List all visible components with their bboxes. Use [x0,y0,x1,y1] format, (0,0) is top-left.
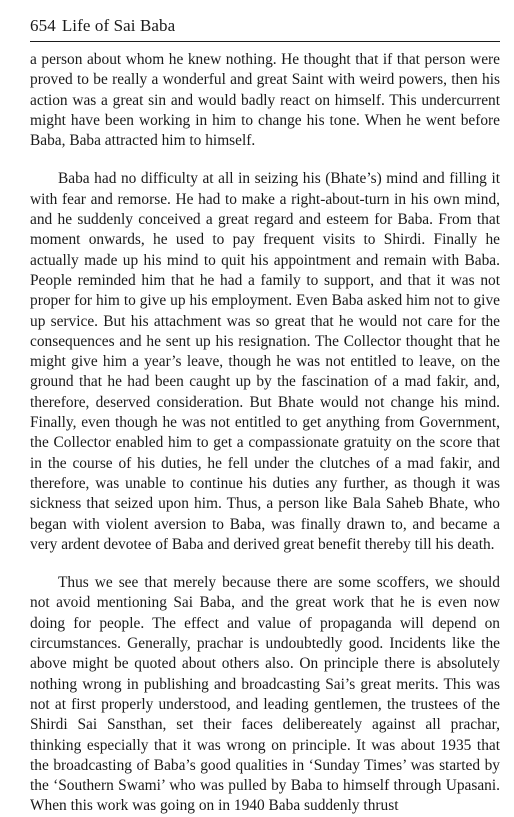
book-page [30,0,500,817]
paragraph-prachar: Thus we see that merely because there are some scoffers, we should not avoid mentioning Sai Baba, and the great work that he is even now doing for people. The effect and value of propaganda will depend on circumstances. Generally, prachar is undoubtedly good. Incidents like the above might be quoted about others also. On principle there is absolutely nothing wrong in publishing and broadcasting Sai’s great merits. This was not at first properly understood, and leading gentlemen, the trustees of the Shirdi Sai Sansthan, set their faces delibereately against all prachar, thinking especially that it was wrong on principle. It was about 1935 that the broadcasting of Baba’s good qualities in ‘Sunday Times’ was started by the ‘Southern Swami’ who was pulled by Baba to himself through Upasani. When this work was going on in 1940 Baba suddenly thrust [30,574,500,815]
running-header [30,15,500,36]
header-rule [30,41,500,42]
page-body [30,50,500,817]
page-number: 654 [30,16,56,35]
paragraph-bhate: Baba had no difficulty at all in seizing his (Bhate’s) mind and filling it with fear and remorse. He had to make a right-about-turn in his own mind, and he suddenly conceived a great regard and esteem for Baba. From that moment onwards, he used to pay frequent visits to Shirdi. Finally he actually made up his mind to quit his appointment and remain with Baba. People reminded him that he had a family to support, and that it was not proper for him to give up his employment. Even Baba asked him not to give up service. But his attachment was so great that he would not care for the consequences and he sent up his resignation. The Collector thought that he might give him a year’s leave, though he was not entitled to leave, on the ground that he had been caught up by the fascination of a mad fakir, and, therefore, deserved consideration. But Bhate would not change his mind. Finally, even though he was not entitled to get anything from Government, the Collector enabled him to get a compassionate gratuity on the score that in the course of his duties, he fell under the clutches of a mad fakir, and therefore, was unable to continue his duties any further, as though it was sickness that seized upon him. Thus, a person like Bala Saheb Bhate, who began with violent aversion to Baba, was finally drawn to, and became a very ardent devotee of Baba and derived great benefit thereby till his death. [30,170,500,553]
book-title: Life of Sai Baba [61,16,176,35]
paragraph-continued: a person about whom he knew nothing. He thought that if that person were proved to be really a wonderful and great Saint with weird powers, then his action was a great sin and would badly react on himself. This undercurrent might have been working in him to change his tone. When he went before Baba, Baba attracted him to himself. [30,51,500,150]
